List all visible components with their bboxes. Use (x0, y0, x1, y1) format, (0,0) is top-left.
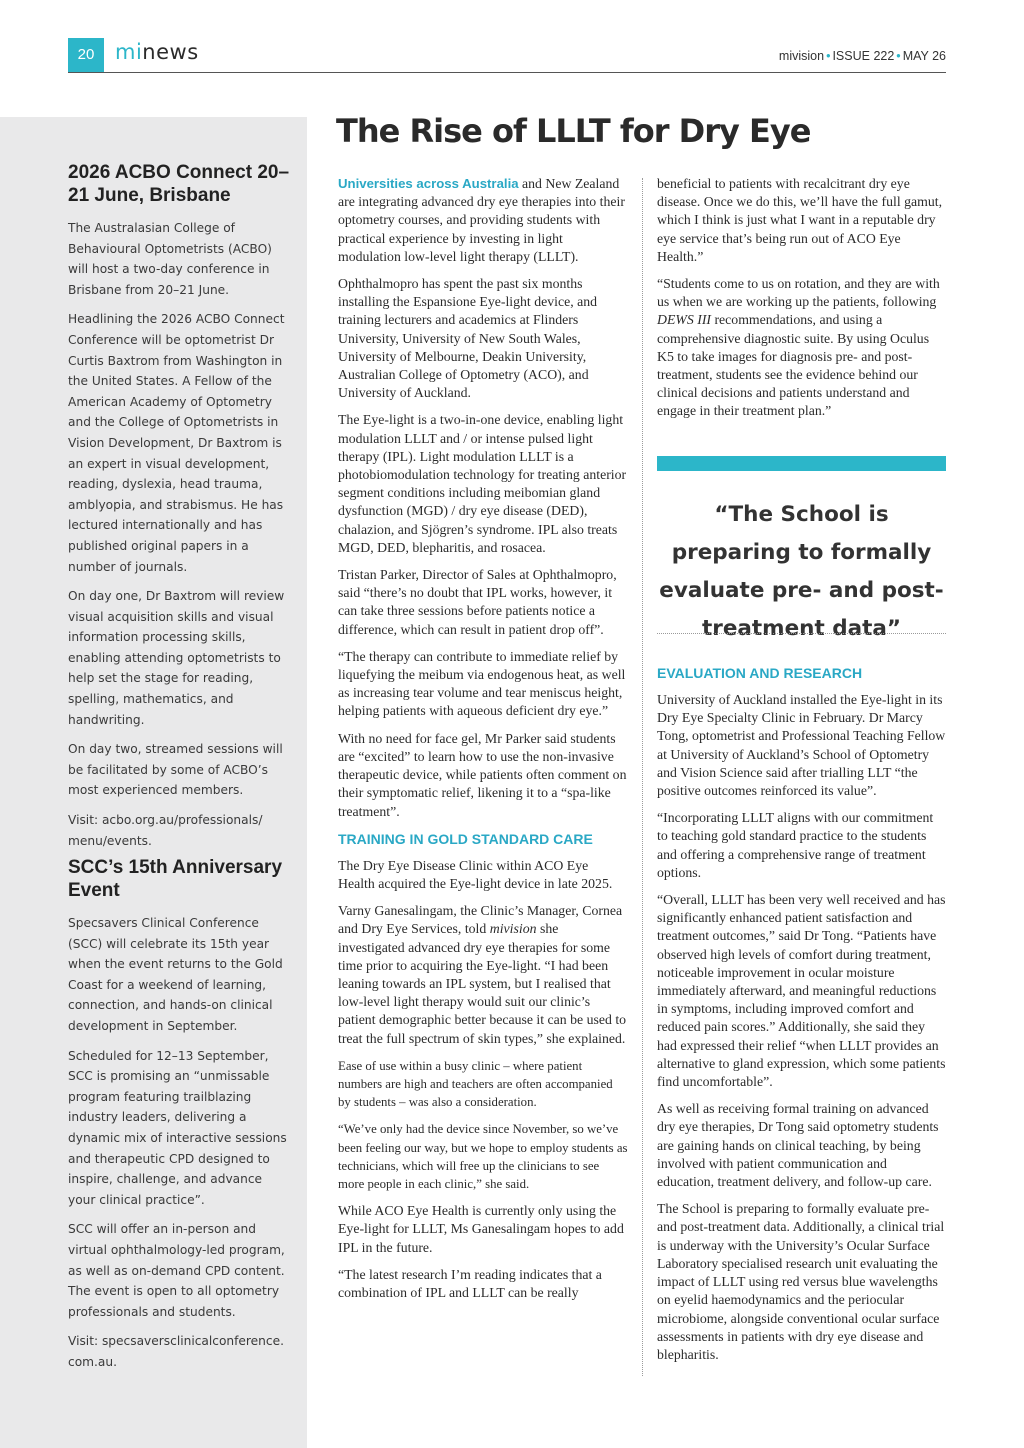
article-paragraph: Ease of use within a busy clinic – where patient numbers are high and teachers are often accompanied by students – was also a consideration. (338, 1058, 613, 1110)
issue-info: mivision • ISSUE 222 • MAY 26 (778, 49, 946, 63)
event-scc (68, 856, 290, 1381)
article-paragraph: The Eye-light is a two-in-one device, enabling light modulation LLLT and / or intense pulsed light therapy (IPL). Light modulation LLLT is a photobiomodulation technology for treating anterior segment conditions including meibomian gland dysfunction (MGD) / dry eye disease (DED), chalazion, and Sjögren’s syndrome. IPL also treats MGD, DED, blepharitis, and rosacea. (338, 412, 627, 555)
event-paragraph: On day one, Dr Baxtrom will review visual acquisition skills and visual information processing skills, enabling attending optometrists to help set the stage for reading, spelling, mathematics, and handwriting. (68, 589, 285, 727)
pull-quote: “The School is preparing to formally evaluate pre- and post-treatment data” (659, 502, 944, 641)
article-paragraph: University of Auckland installed the Eye-light in its Dry Eye Specialty Clinic in February. Dr Marcy Tong, optometrist and Professional Teaching Fellow at University of Auckland’s School of Optometry and Vision Science said after trialling LLT “the positive outcomes reinforced its value”. (657, 692, 946, 799)
article-column-2-top (657, 175, 947, 430)
article-paragraph: Universities across Australia and New Zealand are integrating advanced dry eye therapies into their optometry courses, and providing students with practical experience by investing in light modulation low-level light therapy (LLLT). (338, 176, 625, 264)
header-rule (68, 72, 946, 73)
article-paragraph: Ophthalmopro has spent the past six months installing the Espansione Eye-light device, and training lecturers and academics at Flinders University, University of New South Wales, University of Melbourne, Deakin University, Australian College of Optometry (ACO), and University of Auckland. (338, 276, 598, 401)
article-column-2-bottom (657, 664, 947, 1373)
event-paragraph: Scheduled for 12–13 September, SCC is promising an “unmissable program featuring trailblazing industry leaders, delivering a dynamic mix of interactive sessions and therapeutic CPD designed to inspire, challenge, and advance your clinical practice”. (68, 1048, 287, 1207)
column-separator (642, 178, 643, 1376)
report-ref: DEWS III (657, 312, 712, 328)
lead-in: Universities across Australia (338, 176, 519, 191)
pull-quote-bar (657, 456, 946, 471)
article-paragraph: “We’ve only had the device since November, so we’ve been feeling our way, but we hope to employ students as technicians, which will free up the clinicians to see more people in each clinic,” she said. (338, 1122, 628, 1191)
publication-name: mivision (778, 49, 825, 63)
event-acbo (68, 161, 290, 860)
event-paragraph: Specsavers Clinical Conference (SCC) will celebrate its 15th year when the event returns to the Gold Coast for a weekend of learning, connection, and hands-on clinical development in September. (68, 916, 283, 1033)
event-paragraph: The Australasian College of Behavioural Optometrists (ACBO) will host a two-day conference in Brisbane from 20–21 June. (68, 221, 272, 297)
article-paragraph: “Incorporating LLLT aligns with our commitment to teaching gold standard practice to the students and offering a comprehensive range of treatment options. (657, 810, 934, 880)
event-link[interactable]: Visit: specsaversclinicalconference. com.au. (68, 1334, 284, 1369)
section-brand (115, 40, 199, 64)
article-paragraph: beneficial to patients with recalcitrant dry eye disease. Once we do this, we’ll have the full gamut, which I think is just what I want in a reputable dry eye service that’s being run out of ACO Eye Health.” (657, 176, 943, 264)
section-subheading: EVALUATION AND RESEARCH (657, 665, 863, 681)
article-paragraph: “Overall, LLLT has been very well received and has significantly enhanced patient satisfaction and treatment outcomes,” said Dr Tong. “Patients have observed high levels of comfort during treatment, noticeable improvement in ocular moisture immediately afterward, and meaningful reductions in symptoms, including improved comfort and reduced pain scores.” Additionally, she said they had expressed their relief “when LLLT provides an alternative to gland expression, which some patients find uncomfortable”. (657, 892, 946, 1090)
page-number: 20 (68, 38, 104, 72)
article-paragraph: Varny Ganesalingam, the Clinic’s Manager, Cornea and Dry Eye Services, told mivision she investigated advanced dry eye therapies for some time prior to acquiring the Eye-light. “I had been leaning towards an IPL system, but I realised that low-level light therapy would suit our clinic’s patient demographic better because it can be used to treat the full spectrum of skin types,” she explained. (338, 903, 627, 1046)
article-paragraph: The Dry Eye Disease Clinic within ACO Eye Health acquired the Eye-light device in late 2025. (338, 857, 613, 891)
issue-date: MAY 26 (902, 49, 946, 63)
article-paragraph: Tristan Parker, Director of Sales at Ophthalmopro, said “there’s no doubt that IPL works, however, it can take three sessions before patients notice a difference, which can result in patient drop off”. (338, 567, 617, 637)
brand-rest: news (142, 40, 199, 64)
article-paragraph: While ACO Eye Health is currently only using the Eye-light for LLLT, Ms Ganesalingam hopes to add IPL in the future. (338, 1203, 624, 1255)
article-column-1 (338, 175, 628, 1311)
article-paragraph: “Students come to us on rotation, and they are with us when we are working up the patients, following DEWS III recommendations, and using a comprehensive diagnostic suite. By using Oculus K5 to take images for diagnosis pre- and post-treatment, students see the evidence behind our clinical decisions and patients understand and engage in their treatment plan.” (657, 276, 940, 419)
article-paragraph: “The latest research I’m reading indicates that a combination of IPL and LLLT can be really (338, 1266, 602, 1300)
article-paragraph: “The therapy can contribute to immediate relief by liquefying the meibum via endogenous heat, as well as increasing tear volume and tear meniscus height, helping patients with aqueous deficient dry eye.” (338, 648, 626, 719)
event-paragraph: Headlining the 2026 ACBO Connect Conference will be optometrist Dr Curtis Baxtrom from Washington in the United States. A Fellow of the American Academy of Optometry and the College of Optometrists in Vision Development, Dr Baxtrom is an expert in visual development, reading, dyslexia, head trauma, amblyopia, and strabismus. He has lectured internationally and has published original papers in a number of journals. (68, 312, 285, 574)
article-paragraph: The School is preparing to formally evaluate pre- and post-treatment data. Additionally, a clinical trial is underway with the University’s Ocular Surface Laboratory specialised research unit evaluating the impact of LLLT using red versus blue wavelengths on eyelid haemodynamics and the periocular microbiome, alongside conventional ocular surface assessments in patients with dry eye disease and blepharitis. (657, 1201, 945, 1362)
section-subheading: TRAINING IN GOLD STANDARD CARE (338, 830, 593, 847)
event-paragraph: On day two, streamed sessions will be facilitated by some of ACBO’s most experienced members. (68, 742, 283, 798)
event-heading: 2026 ACBO Connect 20–21 June, Brisbane (68, 162, 290, 206)
issue-number: ISSUE 222 (832, 49, 895, 63)
brand-mi: mi (115, 40, 143, 64)
article-title: The Rise of LLLT for Dry Eye (336, 112, 811, 150)
article-paragraph: With no need for face gel, Mr Parker said students are “excited” to learn how to use the non-invasive therapeutic device, while patients often comment on their symptomatic relief, likening it to a “spa-like treatment”. (338, 730, 627, 819)
publication-ref: mivision (489, 921, 537, 937)
event-paragraph: SCC will offer an in-person and virtual ophthalmology-led program, as well as on-demand CPD content. The event is open to all optometry professionals and students. (68, 1222, 285, 1319)
article-paragraph: As well as receiving formal training on advanced dry eye therapies, Dr Tong said optometry students are gaining hands on clinical teaching, by being involved with patient communication and education, treatment delivery, and follow-up care. (657, 1101, 939, 1190)
event-link[interactable]: Visit: acbo.org.au/professionals/ menu/events. (68, 813, 263, 848)
pull-quote-rule (657, 633, 946, 634)
news-sidebar (0, 117, 307, 1448)
event-heading: SCC’s 15th Anniversary Event (68, 857, 283, 901)
